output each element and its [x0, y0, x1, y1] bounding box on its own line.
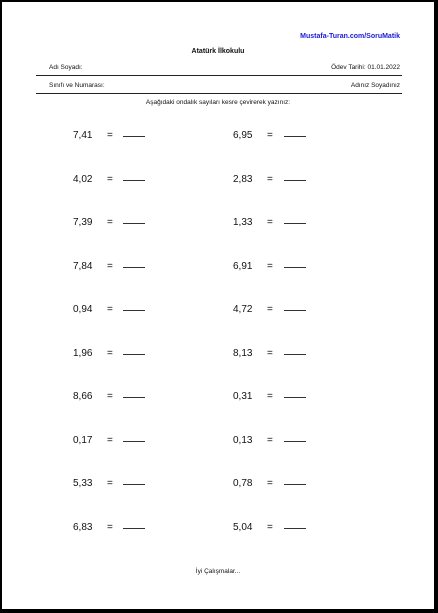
problem-left-5 [73, 304, 117, 315]
answer-line[interactable] [123, 310, 145, 311]
answer-line[interactable] [284, 484, 306, 485]
answer-line[interactable] [123, 223, 145, 224]
decimal-number: 7,39 [73, 217, 93, 228]
decimal-number: 0,13 [233, 434, 253, 446]
decimal-number: 0,17 [73, 434, 93, 446]
equals-sign: = [267, 130, 273, 141]
decimal-number: 0,31 [233, 391, 253, 402]
problem-right-2 [233, 174, 277, 185]
problem-left-7 [73, 391, 117, 402]
decimal-number: 6,83 [73, 521, 93, 533]
answer-line[interactable] [284, 441, 306, 442]
equals-sign: = [267, 217, 273, 228]
decimal-number: 1,96 [73, 347, 93, 359]
answer-line[interactable] [284, 397, 306, 398]
problem-left-4 [73, 261, 117, 272]
answer-line[interactable] [284, 223, 306, 224]
decimal-number: 5,33 [73, 478, 93, 489]
equals-sign: = [107, 521, 113, 533]
equals-sign: = [267, 391, 273, 402]
decimal-number: 5,04 [233, 521, 253, 533]
problem-right-1 [233, 130, 277, 141]
equals-sign: = [107, 434, 113, 446]
decimal-number: 7,84 [73, 260, 93, 272]
decimal-number: 6,91 [233, 260, 253, 272]
answer-line[interactable] [284, 180, 306, 181]
equals-sign: = [107, 347, 113, 359]
problem-left-10 [73, 522, 117, 533]
footer-note: İyi Çalışmalar... [195, 568, 241, 575]
problem-right-3 [233, 217, 277, 228]
decimal-number: 7,41 [73, 130, 93, 141]
answer-line[interactable] [284, 354, 306, 355]
answer-line[interactable] [284, 136, 306, 137]
equals-sign: = [267, 434, 273, 446]
decimal-number: 2,83 [233, 173, 253, 185]
equals-sign: = [267, 347, 273, 359]
instructions: Aşağıdaki ondalık sayıları kesre çevirerek yazınız: [145, 99, 291, 106]
equals-sign: = [107, 304, 113, 315]
answer-line[interactable] [123, 397, 145, 398]
decimal-number: 0,78 [233, 478, 253, 489]
problem-left-8 [73, 435, 117, 446]
decimal-number: 0,94 [73, 304, 93, 315]
decimal-number: 4,02 [73, 173, 93, 185]
answer-line[interactable] [123, 267, 145, 268]
equals-sign: = [107, 391, 113, 402]
equals-sign: = [267, 173, 273, 185]
equals-sign: = [267, 521, 273, 533]
answer-line[interactable] [123, 441, 145, 442]
problem-left-9 [73, 478, 117, 489]
decimal-number: 6,95 [233, 130, 253, 141]
answer-line[interactable] [123, 136, 145, 137]
answer-line[interactable] [284, 528, 306, 529]
problem-right-10 [233, 522, 277, 533]
website-link[interactable]: Mustafa-Turan.com/SoruMatik [300, 33, 400, 40]
equals-sign: = [107, 173, 113, 185]
name-label: Adı Soyadı: [49, 64, 83, 71]
decimal-number: 8,13 [233, 347, 253, 359]
school-name: Atatürk İlkokulu [191, 48, 245, 55]
answer-line[interactable] [123, 484, 145, 485]
problem-right-8 [233, 435, 277, 446]
equals-sign: = [107, 478, 113, 489]
equals-sign: = [107, 260, 113, 272]
problem-right-5 [233, 304, 277, 315]
problem-left-1 [73, 130, 117, 141]
answer-line[interactable] [123, 354, 145, 355]
equals-sign: = [107, 130, 113, 141]
homework-date: Ödev Tarihi: 01.01.2022 [331, 64, 400, 71]
answer-line[interactable] [284, 310, 306, 311]
problem-left-3 [73, 217, 117, 228]
problem-right-9 [233, 478, 277, 489]
decimal-number: 1,33 [233, 217, 253, 228]
equals-sign: = [107, 217, 113, 228]
problem-left-6 [73, 348, 117, 359]
answer-line[interactable] [284, 267, 306, 268]
answer-line[interactable] [123, 528, 145, 529]
worksheet-page [2, 2, 434, 609]
answer-line[interactable] [123, 180, 145, 181]
problem-left-2 [73, 174, 117, 185]
equals-sign: = [267, 304, 273, 315]
decimal-number: 4,72 [233, 304, 253, 315]
class-number-label: Sınıfı ve Numarası: [49, 82, 105, 89]
header-divider-2 [36, 93, 402, 94]
equals-sign: = [267, 478, 273, 489]
problem-right-4 [233, 261, 277, 272]
problem-right-7 [233, 391, 277, 402]
equals-sign: = [267, 260, 273, 272]
problem-right-6 [233, 348, 277, 359]
decimal-number: 8,66 [73, 391, 93, 402]
header-divider-1 [36, 75, 402, 76]
signature-label: Adınız Soyadınız [350, 82, 400, 89]
